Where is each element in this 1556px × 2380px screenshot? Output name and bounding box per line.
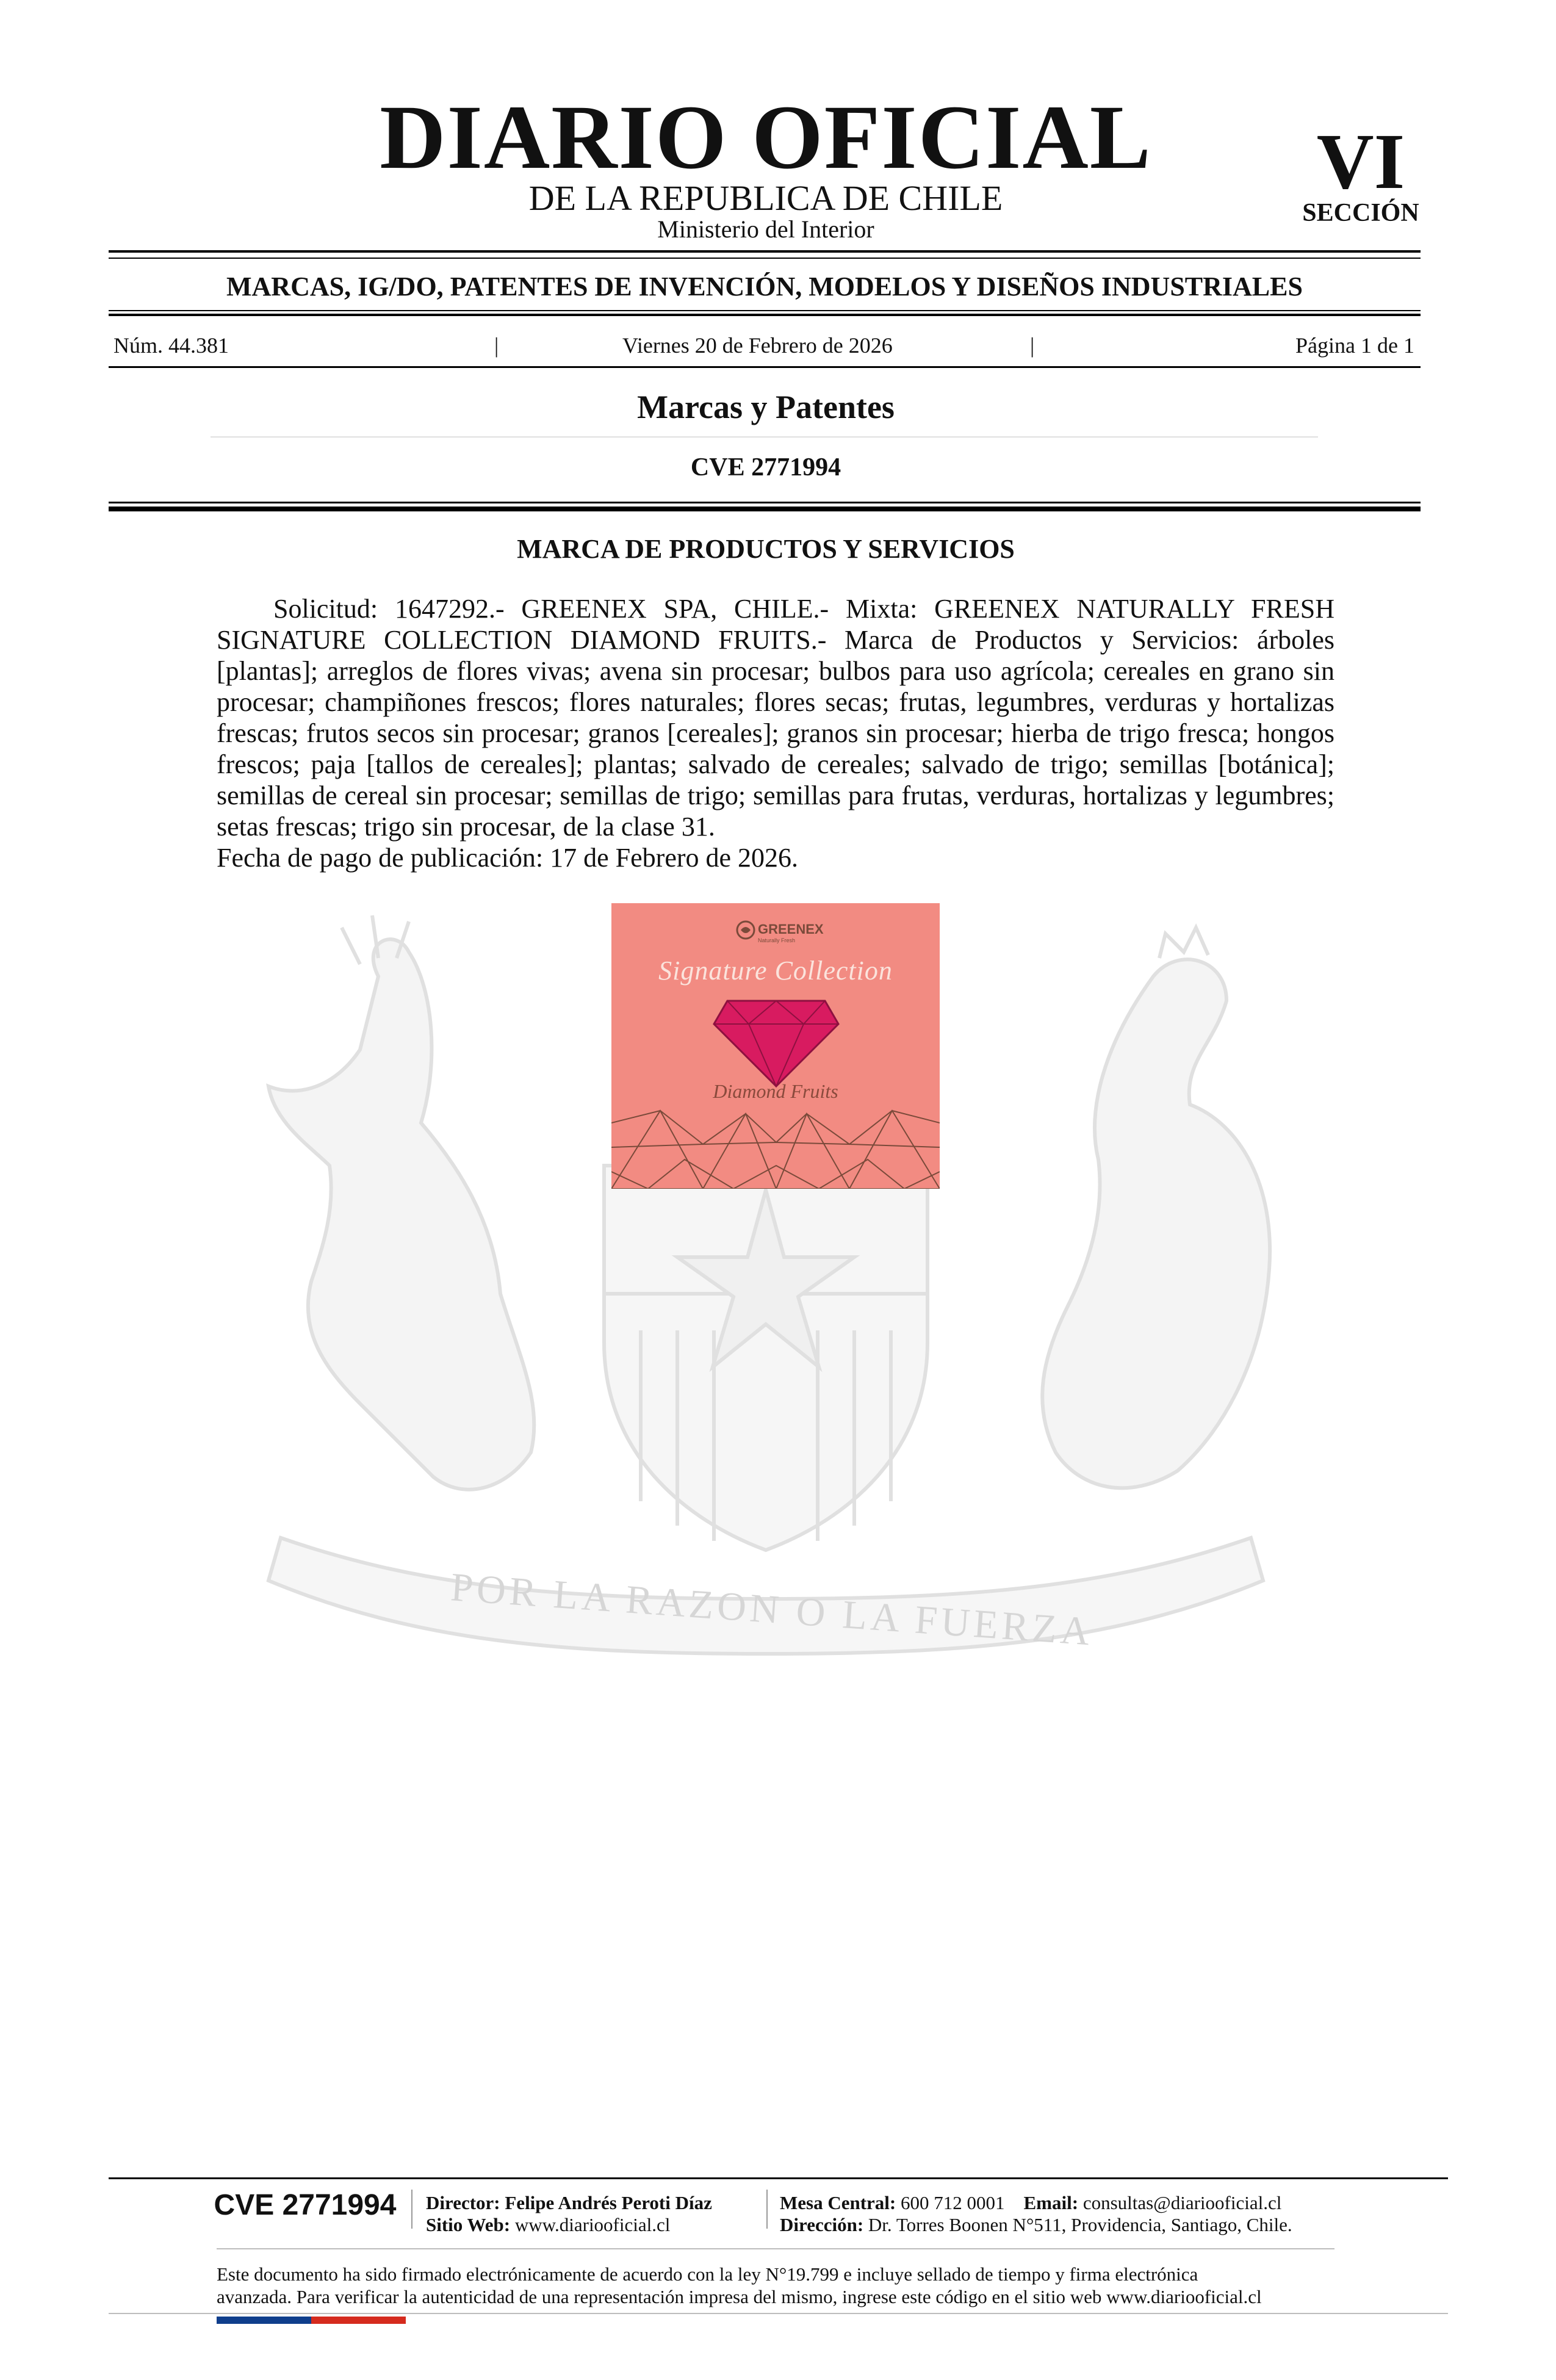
masthead-title: DIARIO OFICIAL bbox=[380, 87, 1152, 188]
issue-date: Viernes 20 de Febrero de 2026 bbox=[622, 333, 893, 358]
header-rule-top-thin bbox=[109, 258, 1421, 259]
logo-tagline: Naturally Fresh bbox=[758, 937, 796, 943]
meta-separator: | bbox=[494, 333, 499, 358]
footer-rule-bottom bbox=[109, 2313, 1448, 2314]
email-link[interactable]: consultas@diariooficial.cl bbox=[1082, 2192, 1282, 2213]
footer-rule-mid bbox=[217, 2248, 1334, 2249]
issue-number: Núm. 44.381 bbox=[113, 333, 229, 358]
flag-bar-red bbox=[311, 2317, 406, 2324]
masthead-subtitle: DE LA REPUBLICA DE CHILE bbox=[528, 178, 1003, 218]
website-link[interactable]: www.diariooficial.cl bbox=[514, 2214, 671, 2235]
notice-text: Solicitud: 1647292.- GREENEX SPA, CHILE.- Mixta: GREENEX NATURALLY FRESH SIGNATURE COLLECTION DIAMOND FRUITS.- Marca de Productos y Servicios: árboles [plantas]; arreglos de flores vivas; avena sin procesar; bulbos para uso agrícola; cereales en grano sin procesar; champiñones frescos; flores naturales; flores secas; frutas, legumbres, verduras y hortalizas frescas; frutos secos sin procesar; granos [cereales]; granos sin procesar; hierba de trigo fresca; hongos frescos; paja [tallos de cereales]; plantas; salvado de cereales; salvado de trigo; semillas [botánica]; semillas de cereal sin procesar; semillas de trigo; semillas para frutas, verduras, hortalizas y legumbres; setas frescas; trigo sin procesar, de la clase 31. bbox=[217, 594, 1334, 842]
notice-heading: MARCA DE PRODUCTOS Y SERVICIOS bbox=[517, 534, 1015, 564]
header-rule-mid bbox=[109, 310, 1421, 311]
footer-director: Director: Felipe Andrés Peroti Díaz bbox=[426, 2192, 712, 2213]
section-category: MARCAS, IG/DO, PATENTES DE INVENCIÓN, MODELOS Y DISEÑOS INDUSTRIALES bbox=[226, 272, 1303, 301]
footer-phone: Mesa Central: 600 712 0001 Email: consultas@diariooficial.cl bbox=[780, 2192, 1282, 2213]
footer-separator bbox=[766, 2190, 768, 2229]
footer-website: Sitio Web: www.diariooficial.cl bbox=[426, 2214, 671, 2235]
section-number: VI bbox=[1316, 118, 1405, 206]
content-rule-thin bbox=[109, 502, 1421, 503]
footer-address: Dirección: Dr. Torres Boonen N°511, Providencia, Santiago, Chile. bbox=[780, 2214, 1292, 2235]
section-title-underline bbox=[211, 436, 1318, 438]
diamond-icon bbox=[611, 903, 940, 1189]
footer-cve-code: CVE 2771994 bbox=[214, 2189, 397, 2221]
meta-separator: | bbox=[1030, 333, 1035, 358]
footer-rule-top bbox=[109, 2177, 1448, 2179]
header-rule-mid-thick bbox=[109, 314, 1421, 316]
footer-legal-notice: Este documento ha sido firmado electrónicamente de acuerdo con la ley N°19.799 e incluye sellado de tiempo y firma electrónica avanzada. Para verificar la autenticidad de una representación impresa del mismo, ingrese este código en el sitio web www.diariooficial.cl bbox=[217, 2263, 1262, 2307]
logo-brand: GREENEX bbox=[758, 921, 824, 937]
header-rule-top bbox=[109, 250, 1421, 253]
masthead-ministry: Ministerio del Interior bbox=[657, 215, 874, 243]
watermark-motto: POR LA RAZON O LA FUERZA bbox=[449, 1565, 1095, 1654]
logo-script-line-2: Diamond Fruits bbox=[713, 1080, 838, 1102]
flag-bar-blue bbox=[217, 2317, 311, 2324]
payment-date: Fecha de pago de publicación: 17 de Febrero de 2026. bbox=[217, 843, 799, 873]
page-indicator: Página 1 de 1 bbox=[1295, 333, 1414, 358]
notice-body bbox=[217, 593, 1334, 873]
meta-rule bbox=[109, 366, 1421, 368]
footer-separator bbox=[411, 2190, 412, 2229]
content-rule-thick bbox=[109, 507, 1421, 511]
section-title: Marcas y Patentes bbox=[637, 389, 895, 425]
section-label: SECCIÓN bbox=[1302, 199, 1419, 227]
cve-code: CVE 2771994 bbox=[690, 453, 841, 481]
trademark-logo bbox=[611, 903, 940, 1189]
logo-script-line-1: Signature Collection bbox=[658, 956, 893, 986]
